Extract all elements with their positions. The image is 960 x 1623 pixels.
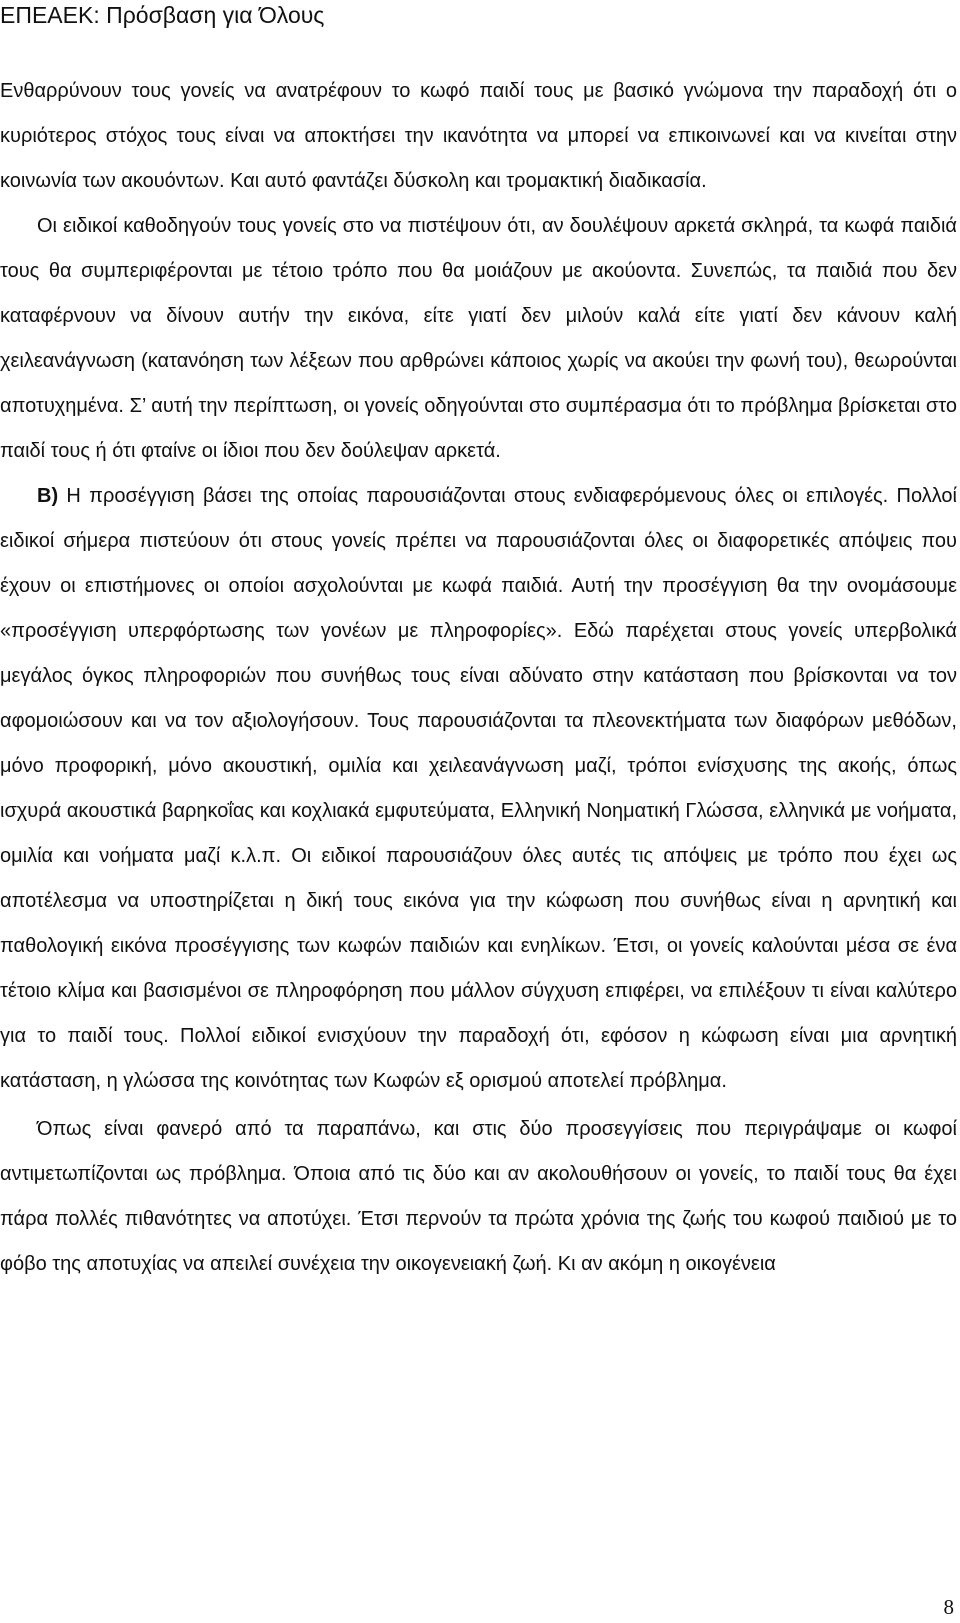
- paragraph: Οι ειδικοί καθοδηγούν τους γονείς στο να πιστέψουν ότι, αν δουλέψουν αρκετά σκληρά, τα κωφά παιδιά τους θα συμπεριφέρονται με τέτοιο τρόπο που θα μοιάζουν με ακούοντα. Συνεπώς, τα παιδιά που δεν καταφέρνουν να δίνουν αυτήν την εικόνα, είτε γιατί δεν μιλούν καλά είτε γιατί δεν κάνουν καλή χειλεανάγνωση (κατανόηση των λέξεων που αρθρώνει κάποιος χωρίς να ακούει την φωνή του), θεωρούνται αποτυχημένα. Σ’ αυτή την περίπτωση, οι γονείς οδηγούνται στο συμπέρασμα ότι το πρόβλημα βρίσκεται στο παιδί τους ή ότι φταίνε οι ίδιοι που δεν δούλεψαν αρκετά.: [0, 215, 957, 462]
- paragraph-text: Η προσέγγιση βάσει της οποίας παρουσιάζονται στους ενδιαφερόμενους όλες οι επιλογές. Πολλοί ειδικοί σήμερα πιστεύουν ότι στους γονείς πρέπει να παρουσιάζονται όλες οι διαφορετικές απόψεις που έχουν οι επιστήμονες οι οποίοι ασχολούνται με κωφά παιδιά. Αυτή την προσέγγιση θα την ονομάσουμε «προσέγγιση υπερφόρτωσης των γονέων με πληροφορίες». Εδώ παρέχεται στους γονείς υπερβολικά μεγάλος όγκος πληροφοριών που συνήθως τους είναι αδύνατο στην κατάσταση που βρίσκονται να τον αφομοιώσουν και να τον αξιολογήσουν. Τους παρουσιάζονται τα πλεονεκτήματα των διαφόρων μεθόδων, μόνο προφορική, μόνο ακουστική, ομιλία και χειλεανάγνωση μαζί, τρόποι ενίσχυσης της ακοής, όπως ισχυρά ακουστικά βαρηκοΐας και κοχλιακά εμφυτεύματα, Ελληνική Νοηματική Γλώσσα, ελληνικά με νοήματα, ομιλία και νοήματα μαζί κ.λ.π. Οι ειδικοί παρουσιάζουν όλες αυτές τις απόψεις με τρόπο που έχει ως αποτέλεσμα να υποστηρίζεται η δική τους εικόνα για την κώφωση που συνήθως είναι η αρνητική και παθολογική εικόνα προσέγγισης των κωφών παιδιών και ενηλίκων. Έτσι, οι γονείς καλούνται μέσα σε ένα τέτοιο κλίμα και βασισμένοι σε πληροφόρηση που μάλλον σύγχυση επιφέρει, να επιλέξουν τι είναι καλύτερο για το παιδί τους. Πολλοί ειδικοί ενισχύουν την παραδοχή ότι, εφόσον η κώφωση είναι μια αρνητική κατάσταση, η γλώσσα της κοινότητας των Κωφών εξ ορισμού αποτελεί πρόβλημα.: [0, 485, 957, 1092]
- section-label: Β): [37, 485, 59, 507]
- page-number: 8: [943, 1595, 954, 1619]
- document-body: [0, 69, 957, 1287]
- paragraph: Όπως είναι φανερό από τα παραπάνω, και στις δύο προσεγγίσεις που περιγράψαμε οι κωφοί αντιμετωπίζονται ως πρόβλημα. Όποια από τις δύο και αν ακολουθήσουν οι γονείς, το παιδί τους θα έχει πάρα πολλές πιθανότητες να αποτύχει. Έτσι περνούν τα πρώτα χρόνια της ζωής του κωφού παιδιού με το φόβο της αποτυχίας να απειλεί συνέχεια την οικογενειακή ζωή. Κι αν ακόμη η οικογένεια: [0, 1118, 957, 1275]
- paragraph: Ενθαρρύνουν τους γονείς να ανατρέφουν το κωφό παιδί τους με βασικό γνώμονα την παραδοχή ότι ο κυριότερος στόχος τους είναι να αποκτήσει την ικανότητα να μπορεί να επικοινωνεί και να κινείται στην κοινωνία των ακουόντων. Και αυτό φαντάζει δύσκολη και τρομακτική διαδικασία.: [0, 80, 957, 192]
- page-title: ΕΠΕΑΕΚ: Πρόσβαση για Όλους: [0, 2, 325, 28]
- paragraph-section-b: [0, 474, 957, 1104]
